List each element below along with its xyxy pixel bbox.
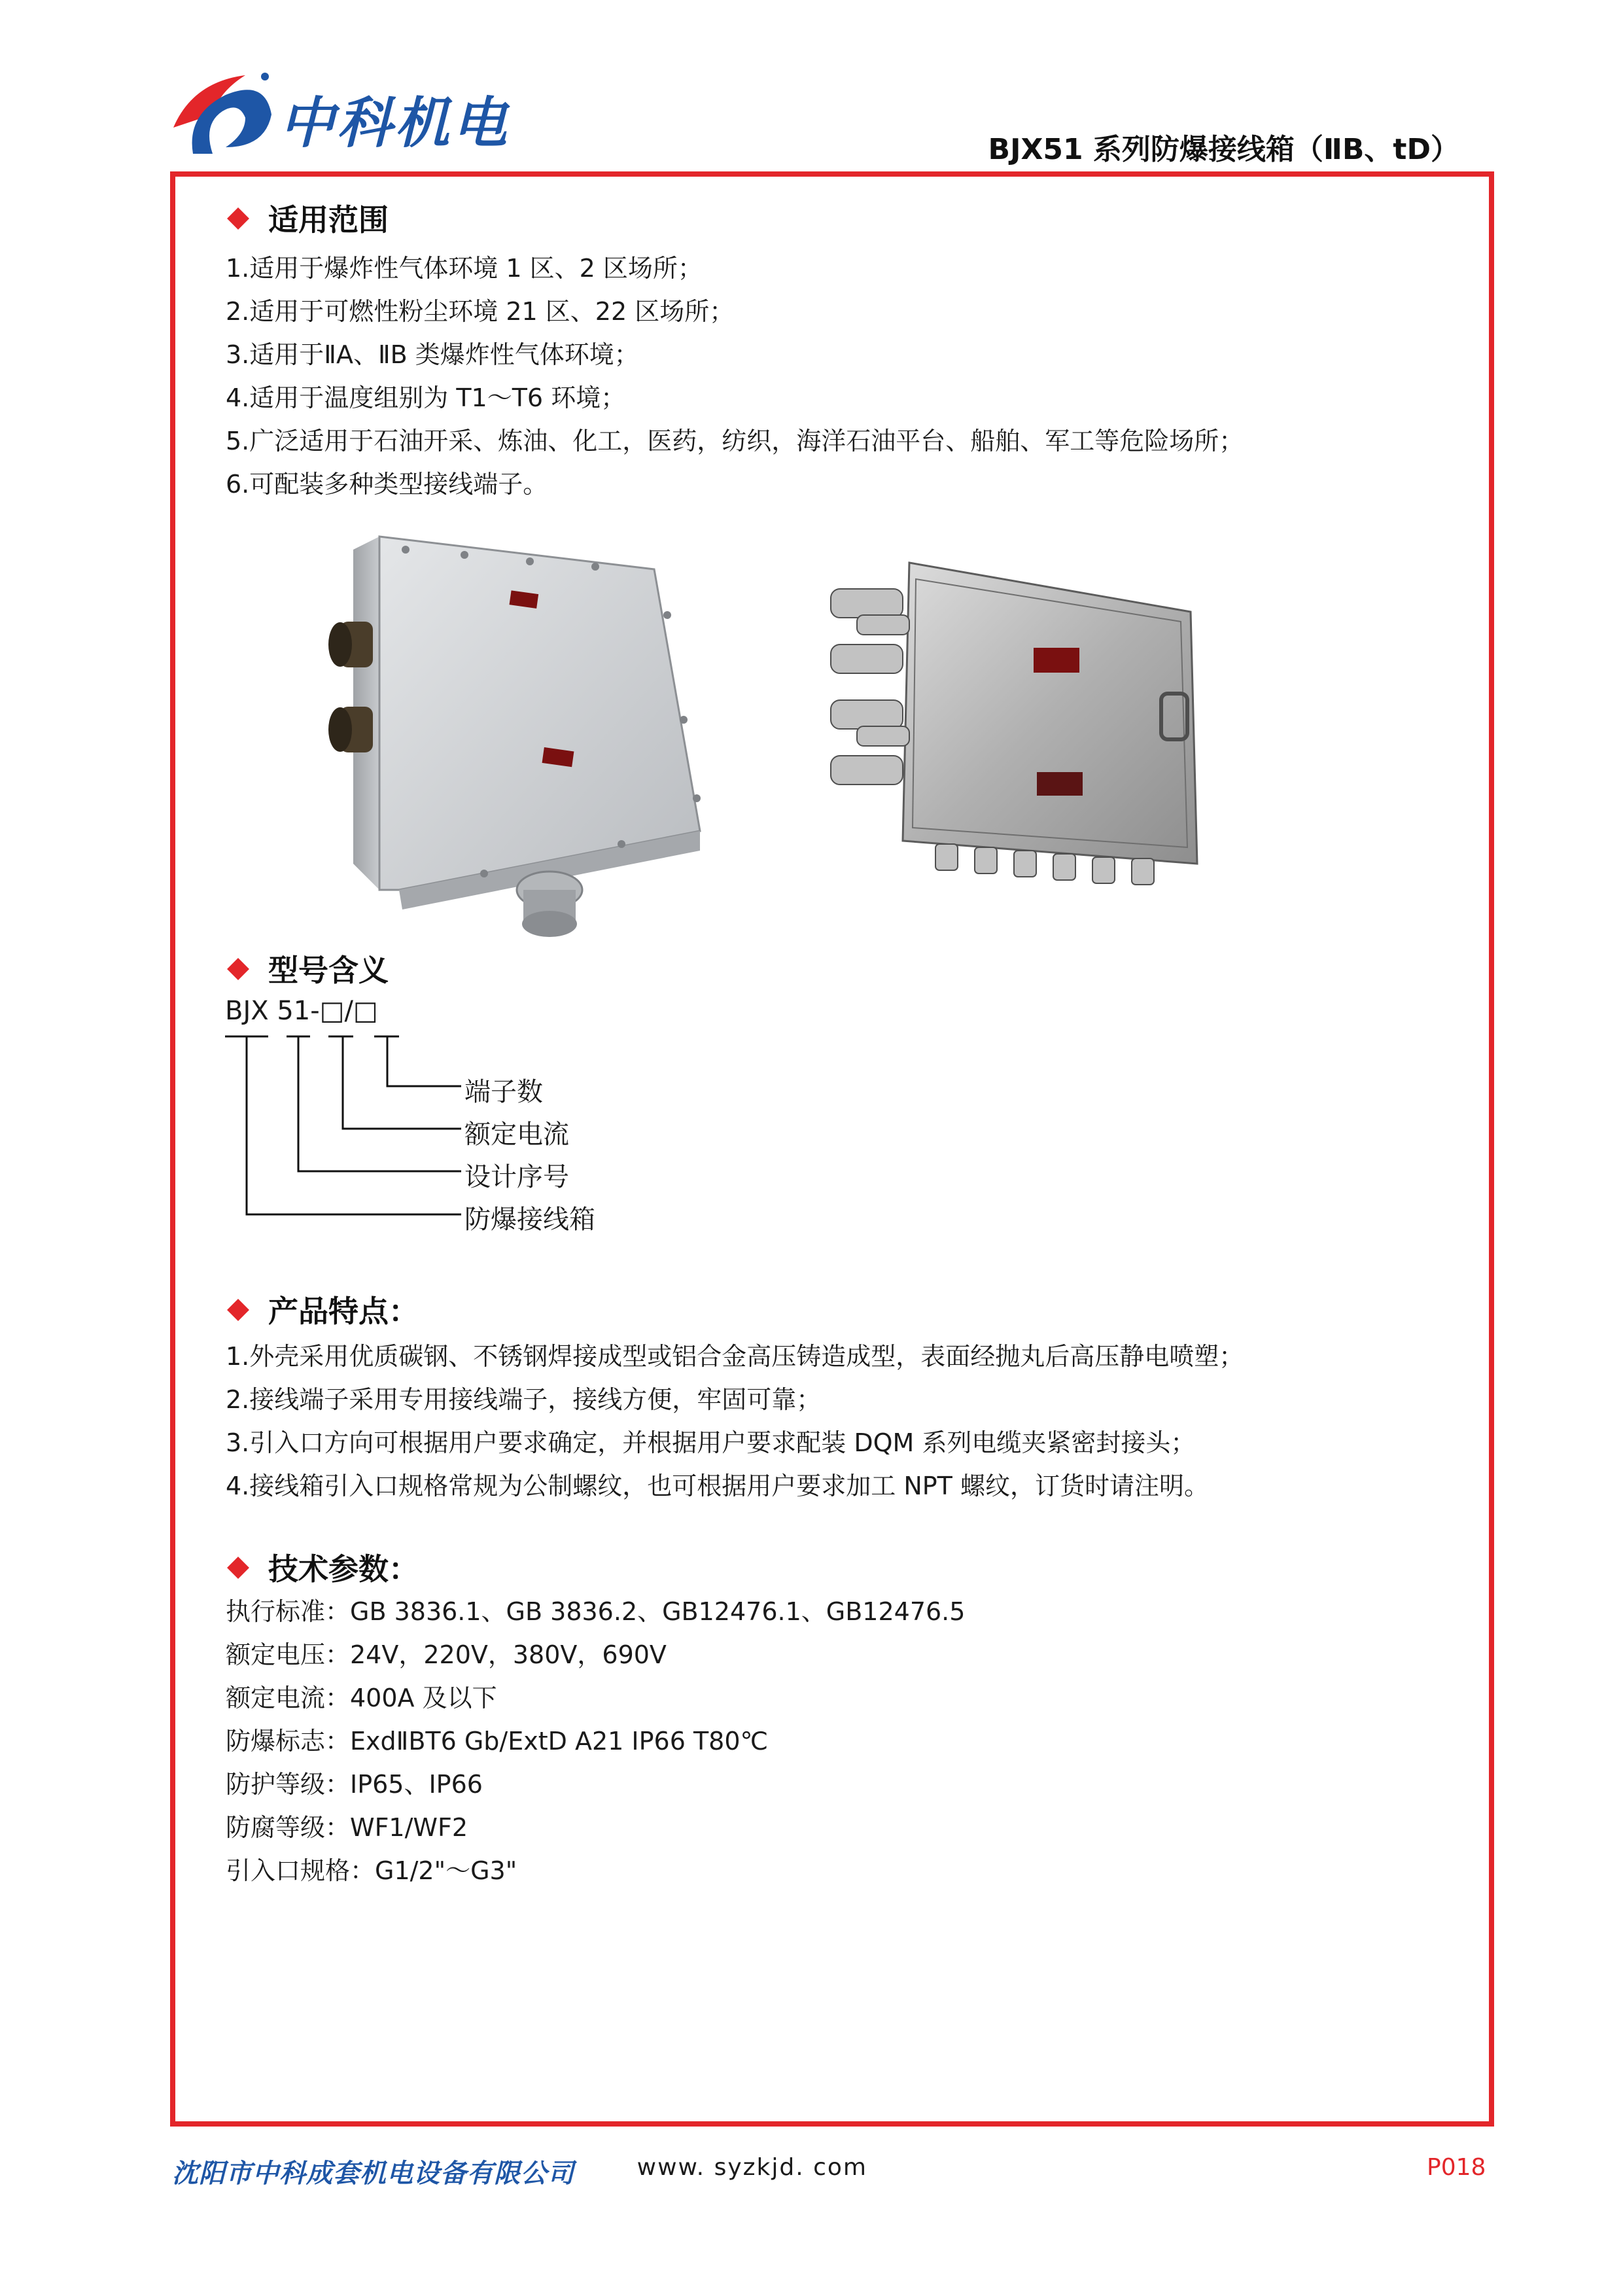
list-item: 3.引入口方向可根据用户要求确定，并根据用户要求配装 DQM 系列电缆夹紧密封接头； [226,1428,1196,1457]
model-label-terminals: 端子数 [464,1077,543,1107]
logo-mark-icon [167,56,278,160]
diamond-bullet-icon [227,1557,249,1579]
footer-company: 沈阳市中科成套机电设备有限公司 [172,2159,574,2189]
list-item: 4.适用于温度组别为 T1～T6 环境； [226,383,626,412]
logo-text: 中科机电 [279,91,510,155]
scope-list [226,247,1244,506]
section-title-features: 产品特点： [230,1288,419,1331]
list-item: 执行标准：GB 3836.1、GB 3836.2、GB12476.1、GB12476.5 [226,1597,966,1626]
section-title-scope: 适用范围 [230,196,389,239]
list-item: 防护等级：IP65、IP66 [226,1770,483,1799]
params-list [226,1590,965,1892]
diamond-bullet-icon [227,207,249,230]
product-photo-grey-box [314,523,733,942]
list-item: 4.接线箱引入口规格常规为公制螺纹，也可根据用户要求加工 NPT 螺纹，订货时请注明。 [226,1472,1209,1500]
list-item: 5.广泛适用于石油开采、炼油、化工，医药，纺织，海洋石油平台、船舶、军工等危险场所； [226,427,1244,455]
list-item: 1.适用于爆炸性气体环境 1 区、2 区场所； [226,254,703,283]
list-item: 防腐等级：WF1/WF2 [226,1813,468,1842]
model-label-product: 防爆接线箱 [464,1205,595,1235]
company-logo [167,56,533,160]
list-item: 6.可配装多种类型接线端子。 [226,470,548,499]
list-item: 1.外壳采用优质碳钢、不锈钢焊接成型或铝合金高压铸造成型，表面经抛丸后高压静电喷塑； [226,1342,1244,1371]
diamond-bullet-icon [227,1299,249,1321]
list-item: 2.接线端子采用专用接线端子，接线方便，牢固可靠； [226,1385,822,1414]
page-number: P018 [1427,2154,1486,2181]
list-item: 额定电压：24V，220V，380V，690V [226,1640,667,1669]
list-item: 防爆标志：ExdⅡBT6 Gb/ExtD A21 IP66 T80℃ [226,1727,769,1756]
model-code-diagram [222,1034,484,1256]
footer-url[interactable]: www. syzkjd. com [637,2154,867,2181]
list-item: 引入口规格：G1/2"～G3" [226,1856,517,1885]
model-label-design: 设计序号 [464,1162,569,1192]
list-item: 2.适用于可燃性粉尘环境 21 区、22 区场所； [226,297,735,326]
list-item: 额定电流：400A 及以下 [226,1684,497,1712]
model-code: BJX 51-□/□ [225,996,378,1026]
product-photo-steel-box [818,550,1223,890]
section-title-params: 技术参数： [230,1545,419,1589]
section-title-model: 型号含义 [230,947,389,990]
features-list [226,1335,1244,1508]
page-title: BJX51 系列防爆接线箱（ⅡB、tD） [988,133,1459,166]
model-label-current: 额定电流 [464,1120,569,1150]
diamond-bullet-icon [227,958,249,980]
list-item: 3.适用于ⅡA、ⅡB 类爆炸性气体环境； [226,340,639,369]
